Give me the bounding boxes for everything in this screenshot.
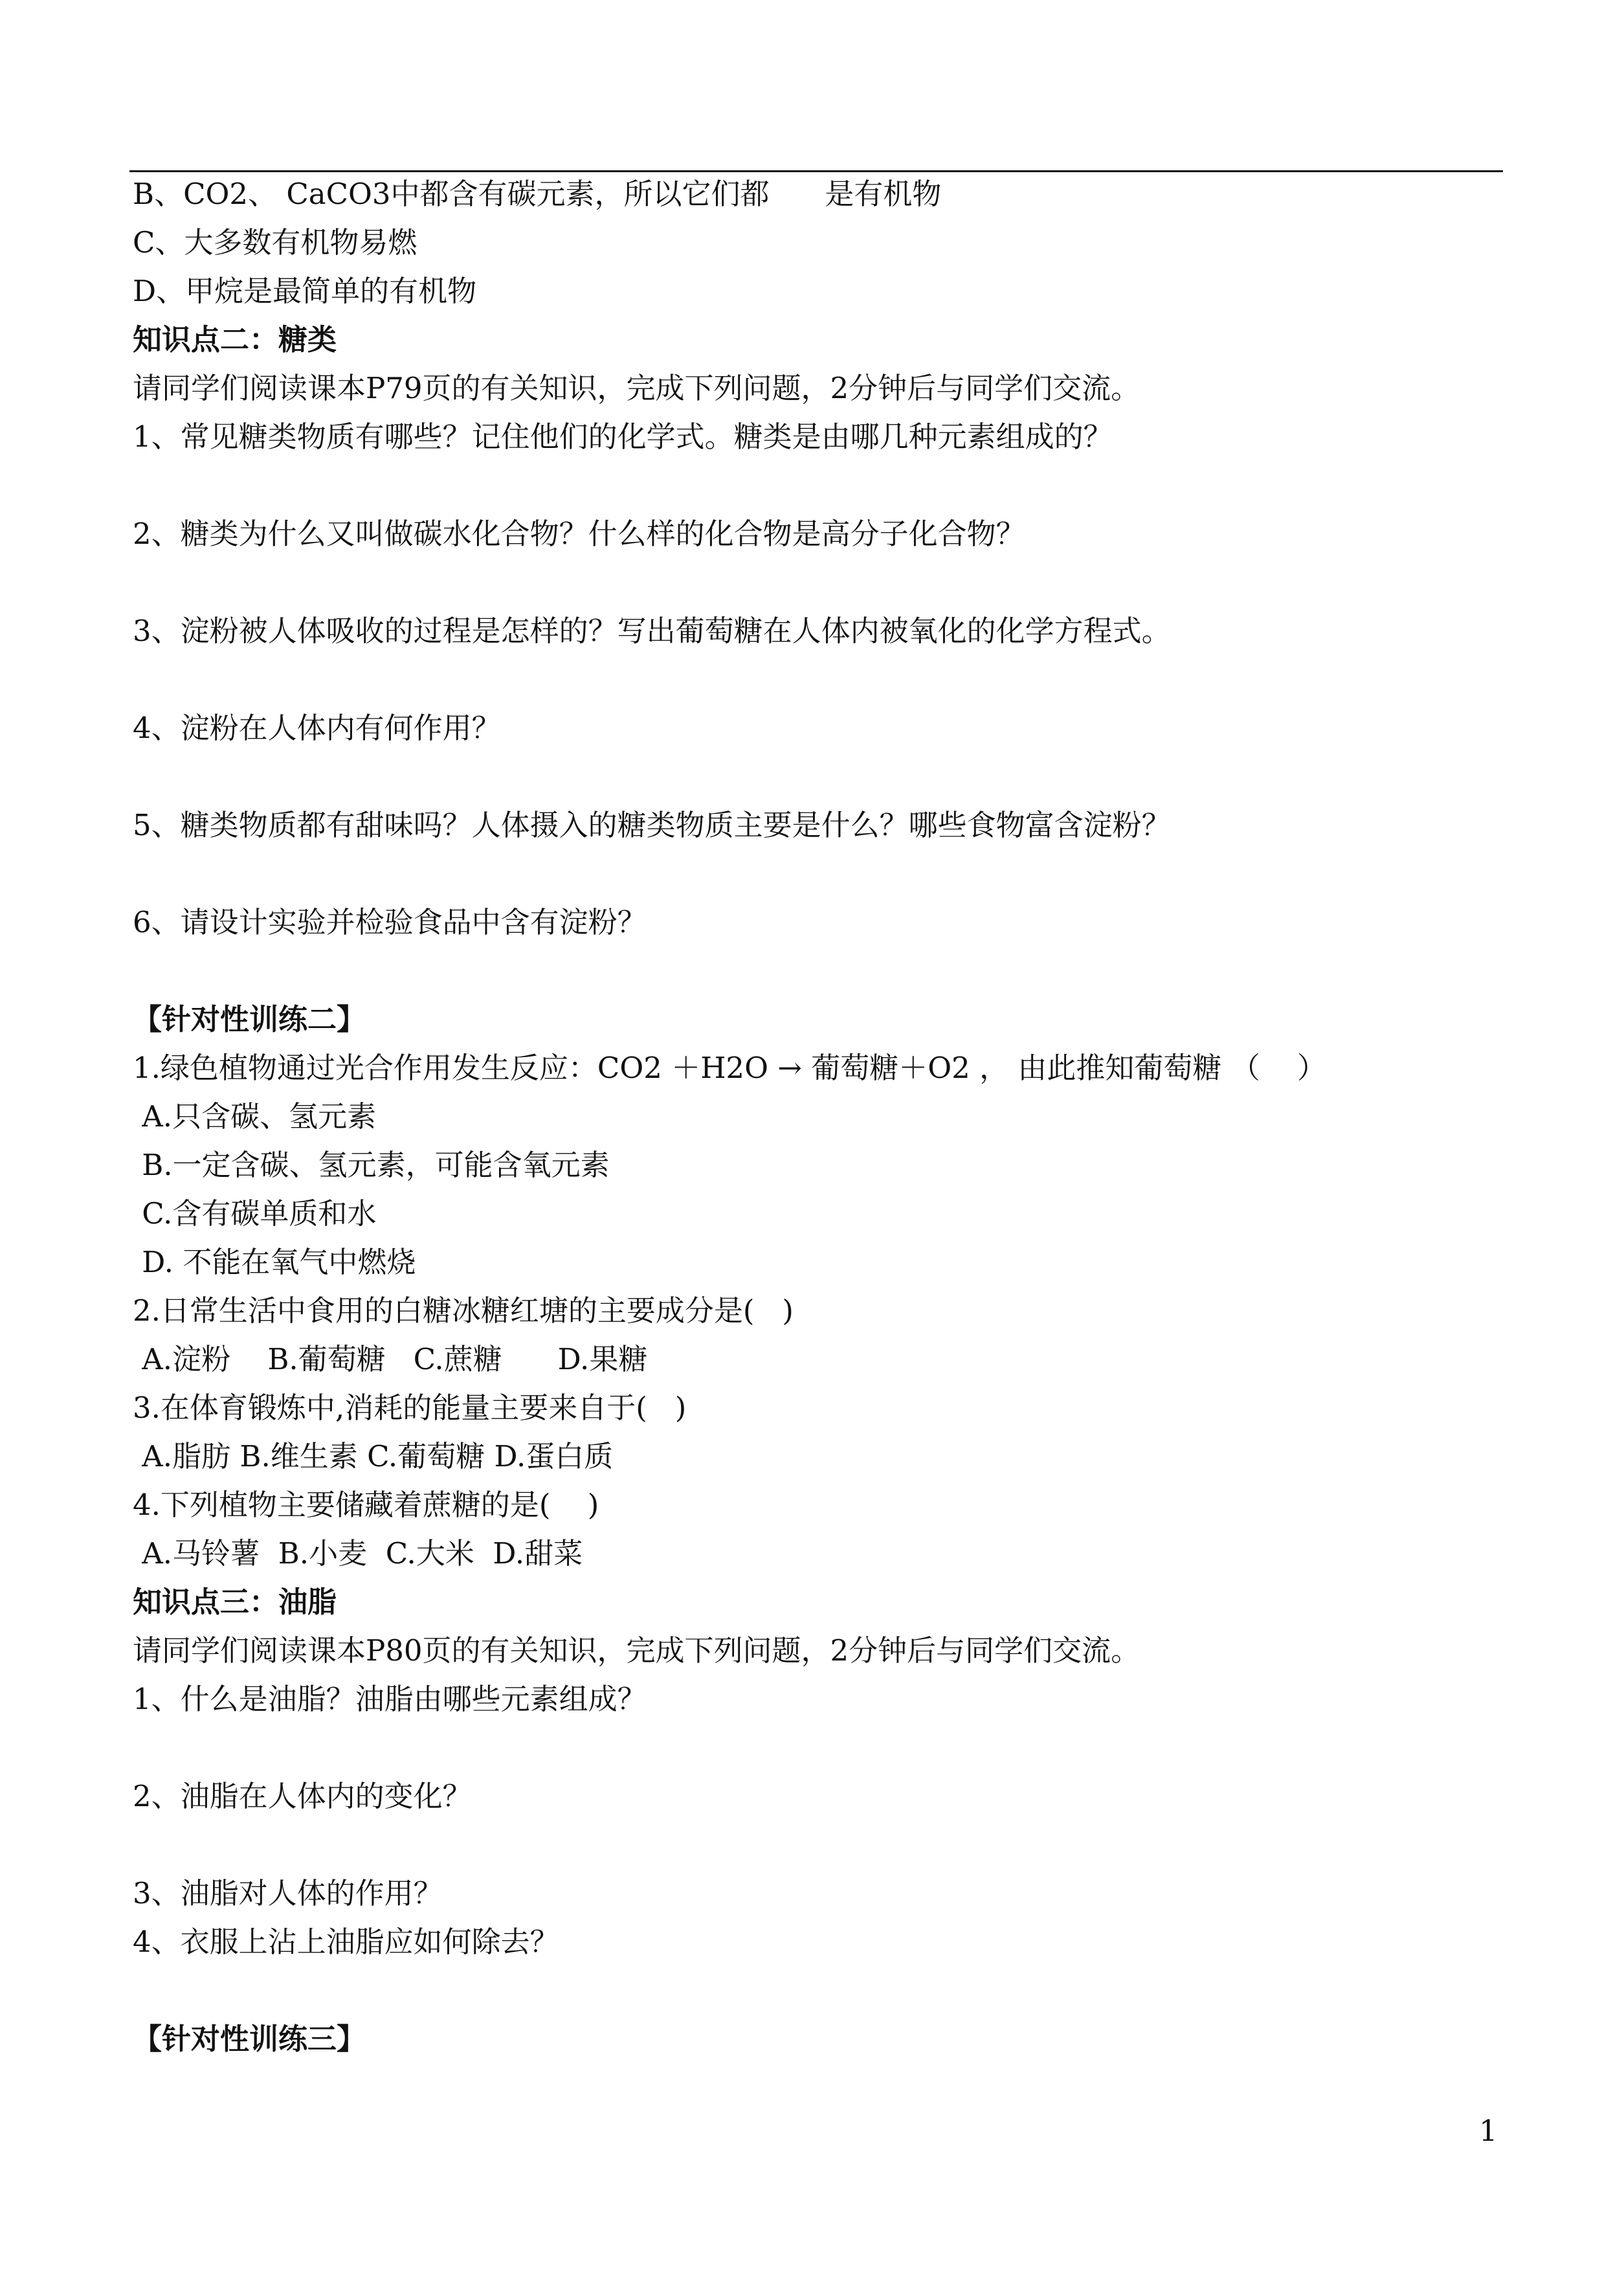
kp3-question-4: 4、衣服上沾上油脂应如何除去？: [133, 1925, 559, 1959]
kp2-question-5: 5、糖类物质都有甜味吗？人体摄入的糖类物质主要是什么？哪些食物富含淀粉？: [133, 808, 1171, 842]
knowledge-point-3-heading: 知识点三：油脂: [133, 1585, 337, 1619]
kp2-question-4: 4、淀粉在人体内有何作用？: [133, 711, 501, 745]
kp2-question-3: 3、淀粉被人体吸收的过程是怎样的？写出葡萄糖在人体内被氧化的化学方程式。: [133, 614, 1171, 648]
header-rule: [129, 170, 1503, 172]
knowledge-point-3-intro: 请同学们阅读课本P80页的有关知识，完成下列问题，2分钟后与同学们交流。: [133, 1633, 1140, 1668]
training-2-heading: 【针对性训练二】: [133, 1002, 366, 1036]
t2-q1-option-b: B.一定含碳、氢元素，可能含氧元素: [133, 1148, 610, 1182]
kp3-question-3: 3、油脂对人体的作用？: [133, 1876, 443, 1910]
t2-question-1: 1.绿色植物通过光合作用发生反应：CO2 ＋H2O → 葡萄糖＋O2 ， 由此推知葡萄糖 （ ）: [133, 1051, 1326, 1085]
t2-question-3: 3.在体育锻炼中,消耗的能量主要来自于( ): [133, 1391, 687, 1425]
t2-q4-options: A.马铃薯 B.小麦 C.大米 D.甜菜: [133, 1536, 583, 1571]
option-b-line: B、CO2、 CaCO3中都含有碳元素，所以它们都 是有机物: [133, 177, 942, 211]
training-3-heading: 【针对性训练三】: [133, 2022, 366, 2056]
option-c-line: C、大多数有机物易燃: [133, 225, 417, 260]
t2-q2-options: A.淀粉 B.葡萄糖 C.蔗糖 D.果糖: [133, 1342, 648, 1376]
kp3-question-2: 2、油脂在人体内的变化？: [133, 1779, 472, 1813]
t2-q1-option-c: C.含有碳单质和水: [133, 1196, 377, 1231]
option-d-line: D、甲烷是最简单的有机物: [133, 274, 477, 308]
t2-q3-options: A.脂肪 B.维生素 C.葡萄糖 D.蛋白质: [133, 1439, 614, 1473]
t2-q1-option-a: A.只含碳、氢元素: [133, 1099, 377, 1134]
knowledge-point-2-intro: 请同学们阅读课本P79页的有关知识，完成下列问题，2分钟后与同学们交流。: [133, 371, 1140, 405]
t2-question-2: 2.日常生活中食用的白糖冰糖红塘的主要成分是( ): [133, 1293, 794, 1328]
t2-question-4: 4.下列植物主要储藏着蔗糖的是( ): [133, 1488, 599, 1522]
knowledge-point-2-heading: 知识点二：糖类: [133, 322, 337, 357]
kp3-question-1: 1、什么是油脂？油脂由哪些元素组成？: [133, 1682, 647, 1716]
kp2-question-2: 2、糖类为什么又叫做碳水化合物？什么样的化合物是高分子化合物？: [133, 517, 1025, 551]
t2-q1-option-d: D. 不能在氧气中燃烧: [133, 1245, 416, 1279]
page-number: 1: [1479, 2114, 1498, 2148]
kp2-question-6: 6、请设计实验并检验食品中含有淀粉？: [133, 905, 647, 939]
kp2-question-1: 1、常见糖类物质有哪些？记住他们的化学式。糖类是由哪几种元素组成的？: [133, 419, 1113, 454]
